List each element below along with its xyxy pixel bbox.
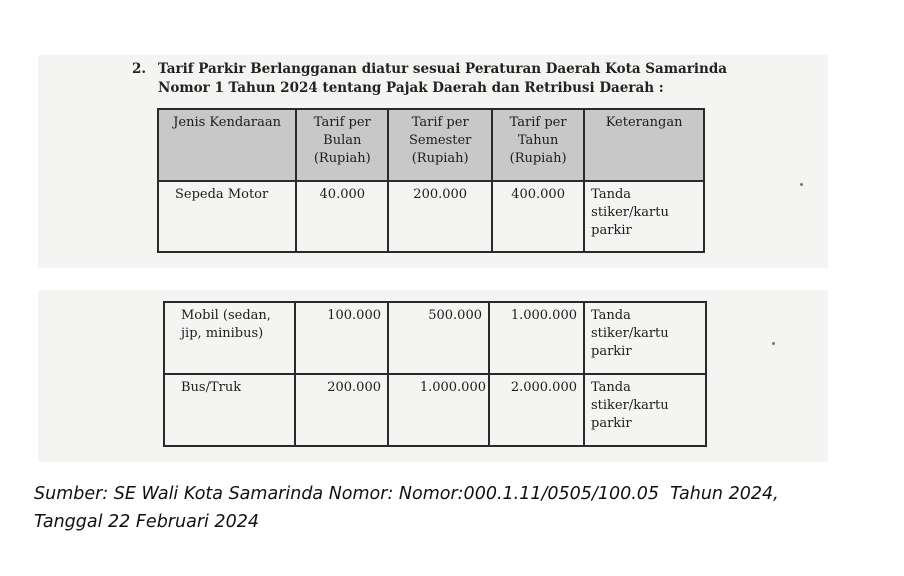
cell-tahun: 2.000.000	[489, 374, 584, 446]
tarif-table-bottom	[163, 301, 707, 447]
table-header-row	[158, 109, 704, 181]
header-tarif-semester: Tarif per Semester (Rupiah)	[388, 109, 492, 181]
cell-jenis: Bus/Truk	[164, 374, 295, 446]
cell-semester: 200.000	[388, 181, 492, 252]
header-jenis-kendaraan: Jenis Kendaraan	[158, 109, 296, 181]
cell-keterangan: Tanda stiker/kartu parkir	[584, 374, 706, 446]
source-caption	[34, 480, 894, 536]
cell-bulan: 40.000	[296, 181, 388, 252]
list-number: 2.	[132, 61, 147, 77]
cell-keterangan: Tanda stiker/kartu parkir	[584, 181, 704, 252]
tarif-table-top	[157, 108, 705, 253]
intro-text-1: Tarif Parkir Berlangganan diatur sesuai Peraturan Daerah Kota Samarinda	[158, 61, 728, 77]
scan-speck	[800, 183, 803, 186]
table-row	[164, 302, 706, 374]
caption-line-2: Tanggal 22 Februari 2024	[34, 512, 259, 532]
cell-bulan: 100.000	[295, 302, 388, 374]
cell-semester: 500.000	[388, 302, 489, 374]
cell-bulan: 200.000	[295, 374, 388, 446]
header-tarif-tahun: Tarif per Tahun (Rupiah)	[492, 109, 584, 181]
caption-line-1: Sumber: SE Wali Kota Samarinda Nomor: Nomor:000.1.11/0505/100.05 Tahun 2024,	[34, 484, 779, 504]
header-keterangan: Keterangan	[584, 109, 704, 181]
header-tarif-bulan: Tarif per Bulan (Rupiah)	[296, 109, 388, 181]
scan-speck	[772, 342, 775, 345]
cell-keterangan: Tanda stiker/kartu parkir	[584, 302, 706, 374]
intro-line-1	[132, 60, 792, 79]
cell-jenis: Mobil (sedan, jip, minibus)	[164, 302, 295, 374]
cell-tahun: 1.000.000	[489, 302, 584, 374]
cell-semester: 1.000.000	[388, 374, 489, 446]
intro-line-2: Nomor 1 Tahun 2024 tentang Pajak Daerah dan Retribusi Daerah :	[158, 80, 664, 96]
intro-paragraph	[132, 60, 792, 98]
table-row	[164, 374, 706, 446]
cell-tahun: 400.000	[492, 181, 584, 252]
cell-jenis: Sepeda Motor	[158, 181, 296, 252]
table-row	[158, 181, 704, 252]
